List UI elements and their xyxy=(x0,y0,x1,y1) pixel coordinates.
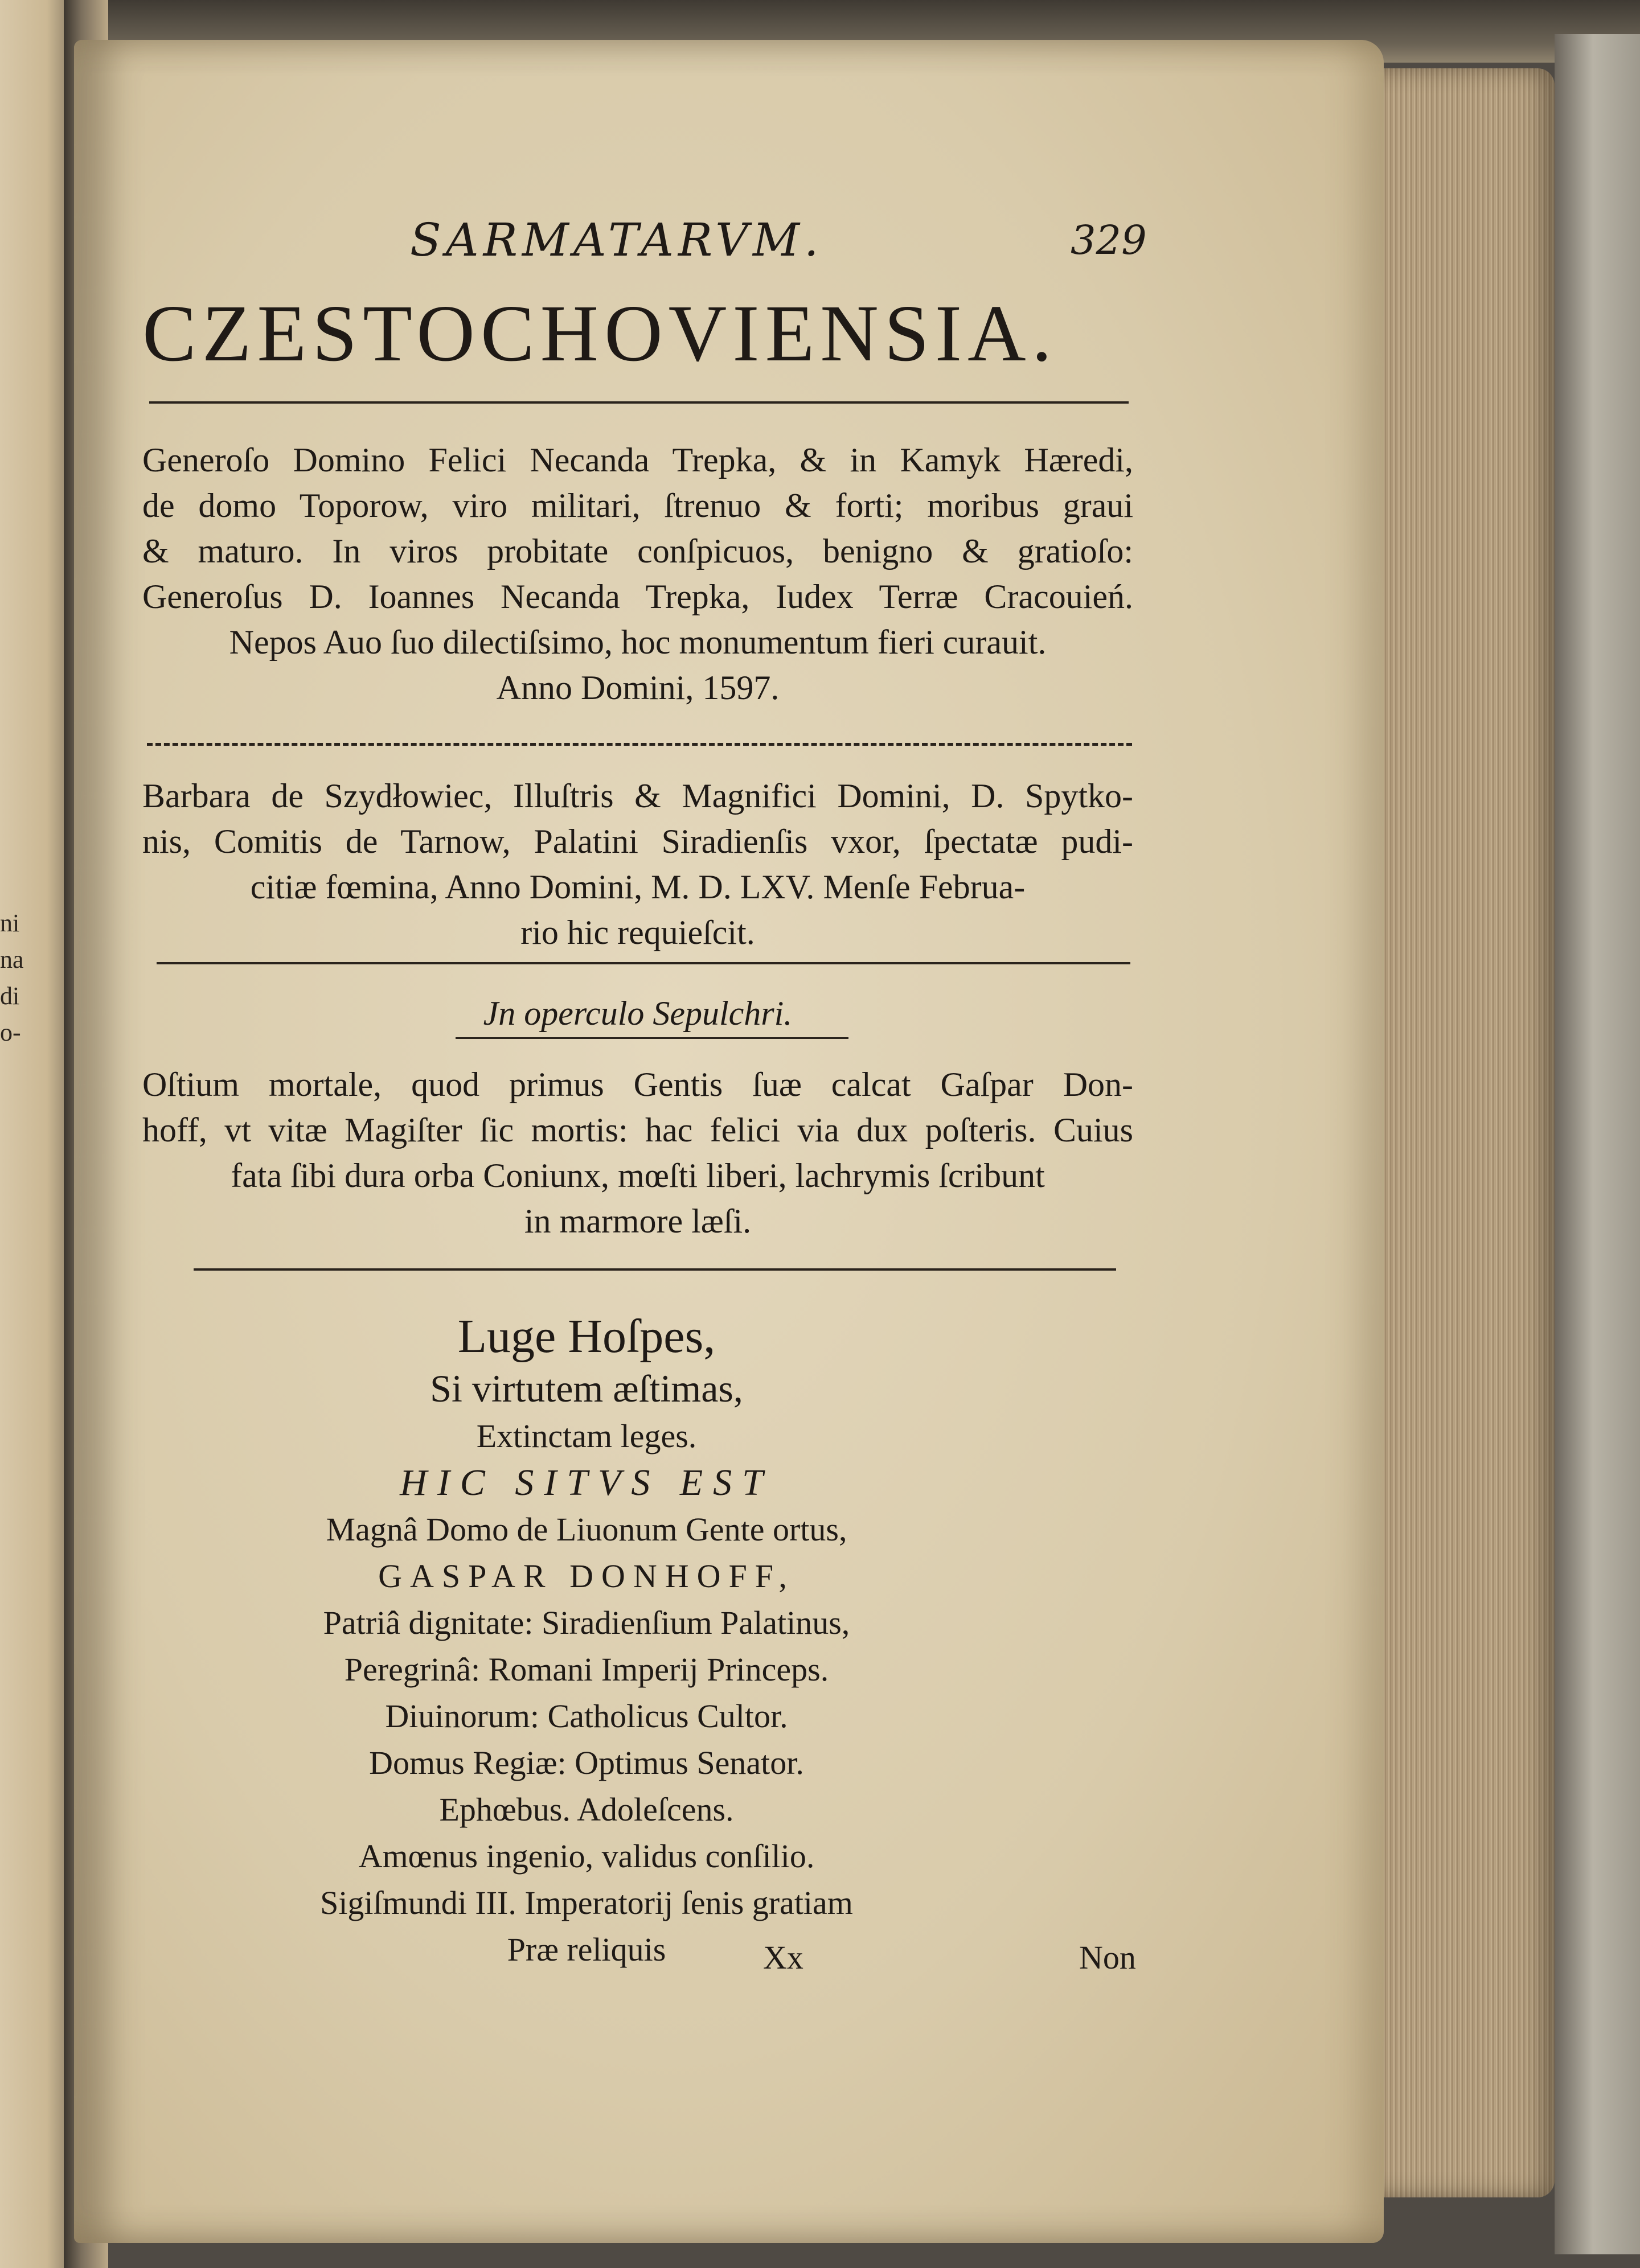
epitaph-line: Amœnus ingenio, validus conſilio. xyxy=(358,1838,815,1875)
epitaph-line: Domus Regiæ: Optimus Senator. xyxy=(369,1744,804,1781)
facing-page-text-fragments xyxy=(0,905,23,1051)
epitaph-line: GASPAR DONHOFF, xyxy=(378,1558,795,1595)
text-line: Barbara de Szydłowiec, Illuſtris & Magnifici Domini, D. Spytko- xyxy=(142,777,1133,815)
text-line: citiæ fœmina, Anno Domini, M. D. LXV. Menſe Februa- xyxy=(250,868,1026,906)
signature-mark: Xx xyxy=(763,1939,803,1976)
divider-rule xyxy=(194,1268,1116,1271)
text-line: nis, Comitis de Tarnow, Palatini Siradienſis vxor, ſpectatæ pudi- xyxy=(142,823,1133,860)
sepulchre-heading-block xyxy=(142,991,1133,1036)
epitaph-line: Patriâ dignitate: Siradienſium Palatinus, xyxy=(323,1604,850,1641)
text-line: Anno Domini, 1597. xyxy=(496,669,780,706)
epitaph xyxy=(131,1309,1042,1973)
heading-underline xyxy=(456,1037,848,1039)
text-line: hoff, vt vitæ Magiſter ſic mortis: hac felici via dux poſteris. Cuius xyxy=(142,1111,1133,1149)
divider-rule xyxy=(149,401,1129,404)
epitaph-line: Præ reliquis xyxy=(507,1931,666,1968)
epitaph-line: Ephœbus. Adoleſcens. xyxy=(439,1791,734,1828)
running-head xyxy=(148,213,1147,276)
epitaph-line: HIC SITVS EST xyxy=(400,1462,773,1503)
inscription-donhoff xyxy=(142,1062,1133,1244)
fragment: ni xyxy=(0,909,20,937)
catchword: Non xyxy=(1079,1939,1136,1976)
fragment: na xyxy=(0,946,24,973)
text-line: & maturo. In viros probitate conſpicuos, benigno & gratioſo: xyxy=(142,532,1133,570)
fragment: o- xyxy=(0,1018,21,1046)
inscription-szydlowiec xyxy=(142,773,1133,955)
epitaph-line: Diuinorum: Catholicus Cultor. xyxy=(385,1698,788,1735)
fragment: di xyxy=(0,982,20,1010)
epitaph-line: Magnâ Domo de Liuonum Gente ortus, xyxy=(326,1511,847,1548)
epitaph-line: Peregrinâ: Romani Imperij Princeps. xyxy=(344,1651,829,1688)
text-line: Nepos Auo ſuo dilectiſsimo, hoc monumentum fieri curauit. xyxy=(229,623,1047,661)
divider-rule xyxy=(157,962,1130,964)
text-line: in marmore læſi. xyxy=(524,1202,752,1240)
epitaph-line: Luge Hoſpes, xyxy=(457,1310,716,1363)
book-cover-edge xyxy=(1555,34,1640,2254)
text-line: Generoſo Domino Felici Necanda Trepka, & in Kamyk Hæredi, xyxy=(142,441,1133,479)
divider-rule xyxy=(147,743,1132,746)
running-head-title: SARMATARVM. xyxy=(410,213,823,266)
section-title: CZESTOCHOVIENSIA. xyxy=(142,288,1058,378)
epitaph-line: Si virtutem æſtimas, xyxy=(430,1367,743,1410)
epitaph-line: Extinctam leges. xyxy=(476,1418,697,1455)
inscription-trepka xyxy=(142,437,1133,710)
sepulchre-heading: Jn operculo Sepulchri. xyxy=(483,995,793,1032)
text-line: Oſtium mortale, quod primus Gentis ſuæ calcat Gaſpar Don- xyxy=(142,1066,1133,1103)
text-line: rio hic requieſcit. xyxy=(520,914,755,951)
text-line: fata ſibi dura orba Coniunx, mœſti liberi, lachrymis ſcribunt xyxy=(231,1157,1045,1194)
epitaph-line: Sigiſmundi III. Imperatorij ſenis gratiam xyxy=(320,1884,853,1921)
page-block-edges xyxy=(1367,68,1555,2197)
text-line: Generoſus D. Ioannes Necanda Trepka, Iudex Terræ Cracouień. xyxy=(142,578,1133,615)
text-line: de domo Toporow, viro militari, ſtrenuo & forti; moribus graui xyxy=(142,487,1133,524)
page-number: 329 xyxy=(1071,217,1147,264)
